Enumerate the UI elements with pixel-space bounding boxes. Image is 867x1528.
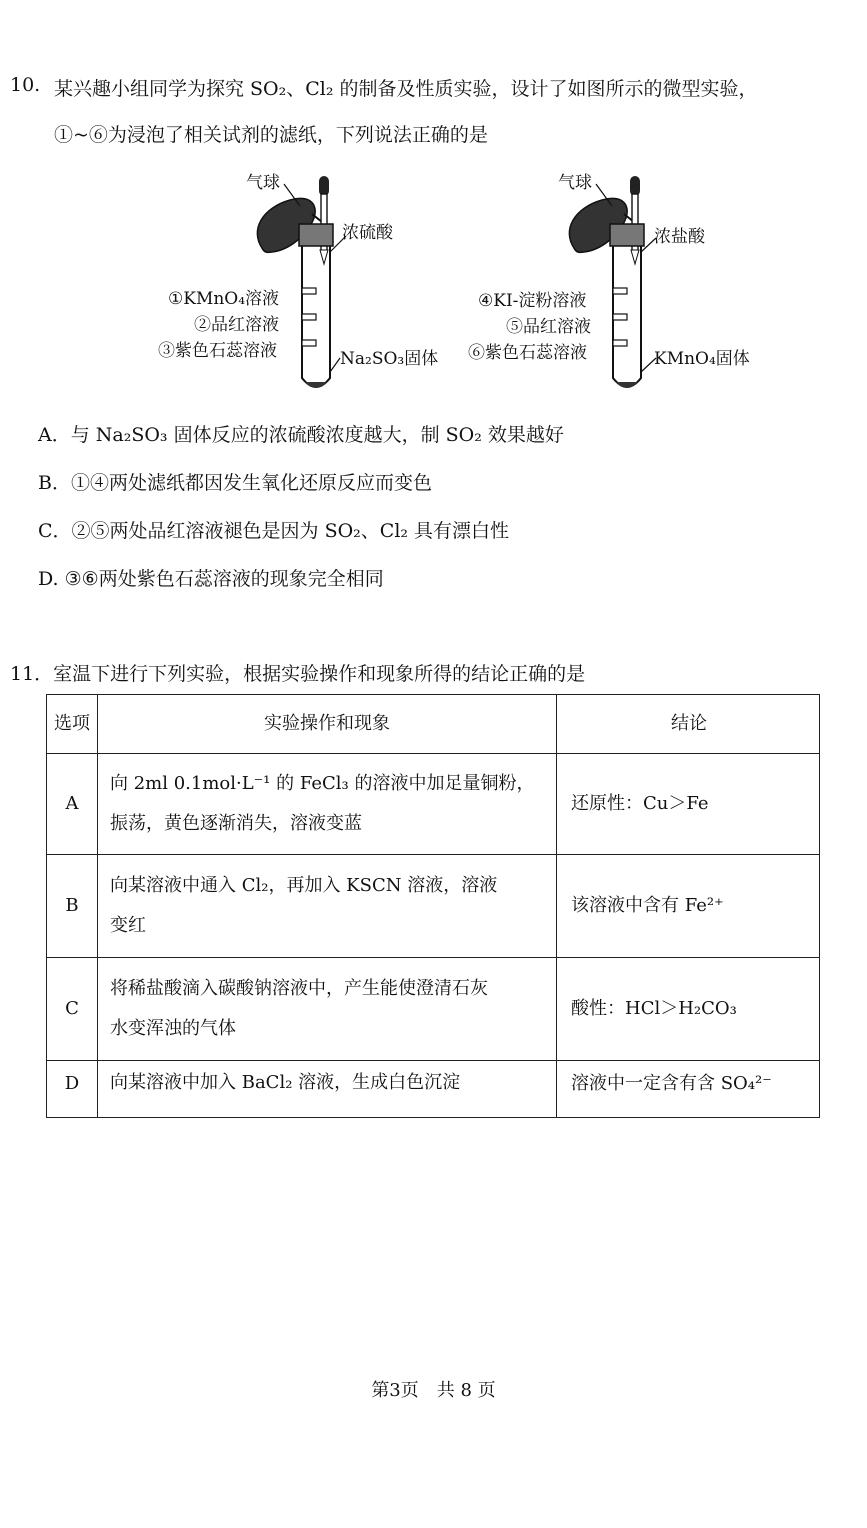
row-operation xyxy=(98,1061,557,1118)
q10-stem-line1: 某兴趣小组同学为探究 SO₂、Cl₂ 的制备及性质实验，设计了如图所示的微型实验， xyxy=(54,78,758,100)
right-paper5-label: ⑤品红溶液 xyxy=(506,317,591,337)
left-acid-label: 浓硫酸 xyxy=(342,223,393,243)
q10-number: 10. xyxy=(10,74,41,96)
left-paper2-label: ②品红溶液 xyxy=(194,315,279,335)
row-operation-line2: 水变浑浊的气体 xyxy=(110,1018,236,1039)
row-option: D xyxy=(47,1061,98,1118)
row-option: A xyxy=(47,754,98,855)
right-acid-label: 浓盐酸 xyxy=(654,227,705,247)
row-conclusion: 酸性：HCl＞H₂CO₃ xyxy=(557,958,820,1061)
q11-stem: 11．室温下进行下列实验，根据实验操作和现象所得的结论正确的是 xyxy=(10,663,586,685)
row-operation-line1: 向某溶液中通入 Cl₂，再加入 KSCN 溶液，溶液 xyxy=(110,875,498,896)
left-dropper-bulb xyxy=(319,176,329,196)
row-operation-line1: 将稀盐酸滴入碳酸钠溶液中，产生能使澄清石灰 xyxy=(110,978,488,999)
right-stopper xyxy=(610,224,644,246)
right-balloon-label: 气球 xyxy=(558,173,592,193)
row-operation xyxy=(98,855,557,958)
row-operation-line2: 振荡，黄色逐渐消失，溶液变蓝 xyxy=(110,813,362,834)
table-row xyxy=(47,1061,820,1118)
row-operation xyxy=(98,754,557,855)
q10-option-a: A．与 Na₂SO₃ 固体反应的浓硫酸浓度越大，制 SO₂ 效果越好 xyxy=(38,424,564,446)
right-paper4-label: ④KI-淀粉溶液 xyxy=(478,291,587,311)
right-dropper-bulb xyxy=(630,176,640,196)
left-paper3-label: ③紫色石蕊溶液 xyxy=(158,341,277,361)
row-option: B xyxy=(47,855,98,958)
page-footer: 第3页 共 8 页 xyxy=(371,1380,496,1401)
left-solid-label: Na₂SO₃固体 xyxy=(340,349,439,369)
left-balloon-label: 气球 xyxy=(246,173,280,193)
row-operation xyxy=(98,958,557,1061)
table-row xyxy=(47,958,820,1061)
header-operation: 实验操作和现象 xyxy=(98,695,557,754)
row-option: C xyxy=(47,958,98,1061)
q11-table xyxy=(46,694,820,1118)
q10-option-d: D. ③⑥两处紫色石蕊溶液的现象完全相同 xyxy=(38,568,384,590)
q10-option-c: C．②⑤两处品红溶液褪色是因为 SO₂、Cl₂ 具有漂白性 xyxy=(38,520,510,542)
row-operation-line2: 变红 xyxy=(110,915,146,936)
row-operation-line1: 向某溶液中加入 BaCl₂ 溶液，生成白色沉淀 xyxy=(110,1072,461,1093)
q10-option-b: B．①④两处滤纸都因发生氧化还原反应而变色 xyxy=(38,472,432,494)
row-conclusion: 溶液中一定含有含 SO₄²⁻ xyxy=(557,1061,820,1118)
q10-stem-line2: ①~⑥为浸泡了相关试剂的滤纸，下列说法正确的是 xyxy=(54,124,488,146)
right-solid-label: KMnO₄固体 xyxy=(654,349,750,369)
right-paper6-label: ⑥紫色石蕊溶液 xyxy=(468,343,587,363)
left-stopper xyxy=(299,224,333,246)
row-conclusion: 还原性：Cu＞Fe xyxy=(557,754,820,855)
row-operation-line1: 向 2ml 0.1mol·L⁻¹ 的 FeCl₃ 的溶液中加足量铜粉， xyxy=(110,773,535,794)
table-row xyxy=(47,855,820,958)
header-conclusion: 结论 xyxy=(557,695,820,754)
header-option: 选项 xyxy=(47,695,98,754)
row-conclusion: 该溶液中含有 Fe²⁺ xyxy=(557,855,820,958)
table-row xyxy=(47,754,820,855)
table-header-row xyxy=(47,695,820,754)
left-paper1-label: ①KMnO₄溶液 xyxy=(168,289,280,309)
